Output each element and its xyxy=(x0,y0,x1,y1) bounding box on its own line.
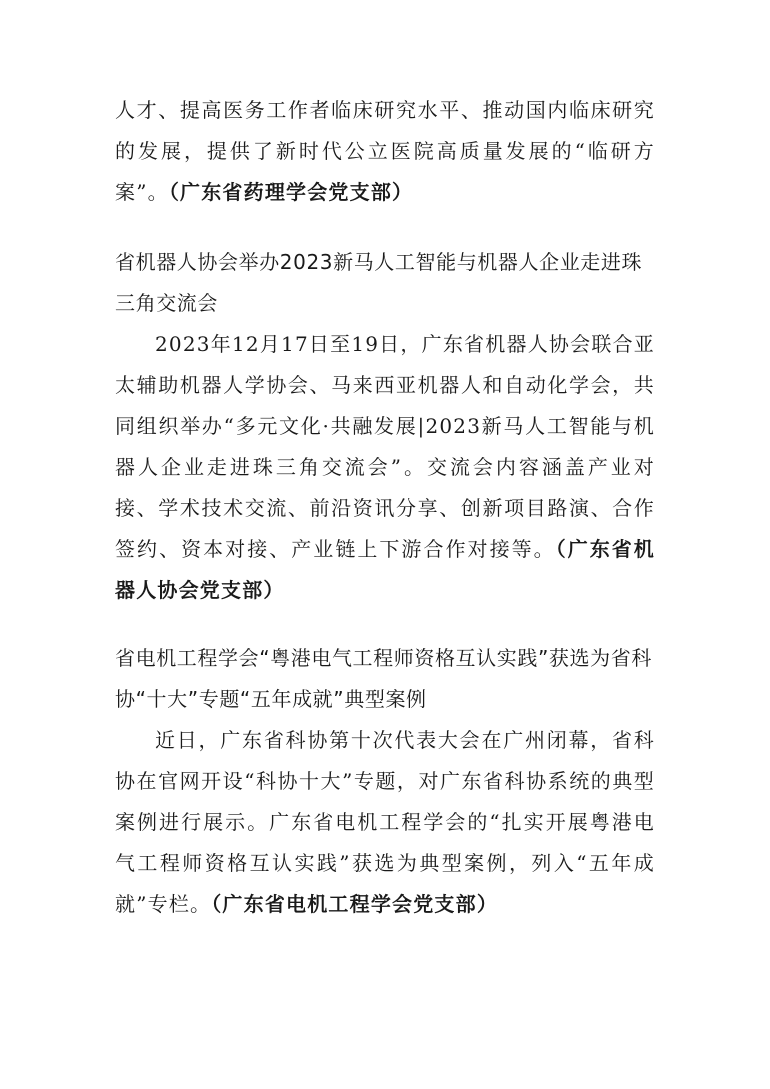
article-title: 省机器人协会举办2023新马人工智能与机器人企业走进珠三角交流会 xyxy=(115,250,643,315)
article-robot-association xyxy=(115,242,655,611)
article-body-text: 2023年12月17日至19日，广东省机器人协会联合亚太辅助机器人学协会、马来西亚机器人和自动化学会，共同组织举办“多元文化·共融发展|2023新马人工智能与机器人企业走进珠三角交流会”。交流会内容涵盖产业对接、学术技术交流、前沿资讯分享、创新项目路演、合作签约、资本对接、产业链上下游合作对接等。 xyxy=(115,332,655,561)
article-body-text: 近日，广东省科协第十次代表大会在广州闭幕，省科协在官网开设“科协十大”专题，对广东省科协系统的典型案例进行展示。广东省电机工程学会的“扎实开展粤港电气工程师资格互认实践”获选为典型案例，列入“五年成就”专栏。 xyxy=(115,728,655,916)
spacer xyxy=(115,213,655,242)
article-body xyxy=(115,324,655,611)
spacer xyxy=(115,611,655,638)
document-page xyxy=(115,90,655,925)
article-title: 省电机工程学会“粤港电气工程师资格互认实践”获选为省科协“十大”专题“五年成就”典型案例 xyxy=(115,646,652,711)
intro-text: 人才、提高医务工作者临床研究水平、推动国内临床研究的发展，提供了新时代公立医院高质量发展的“临研方案”。 xyxy=(115,98,655,204)
intro-source: （广东省药理学会党支部） xyxy=(168,180,414,204)
article-electrical-engineering xyxy=(115,638,655,925)
article-source: （广东省电机工程学会党支部） xyxy=(211,892,499,916)
article-body xyxy=(115,720,655,925)
article-source: （广东省机器人协会党支部） xyxy=(115,537,656,602)
intro-paragraph xyxy=(115,90,655,213)
